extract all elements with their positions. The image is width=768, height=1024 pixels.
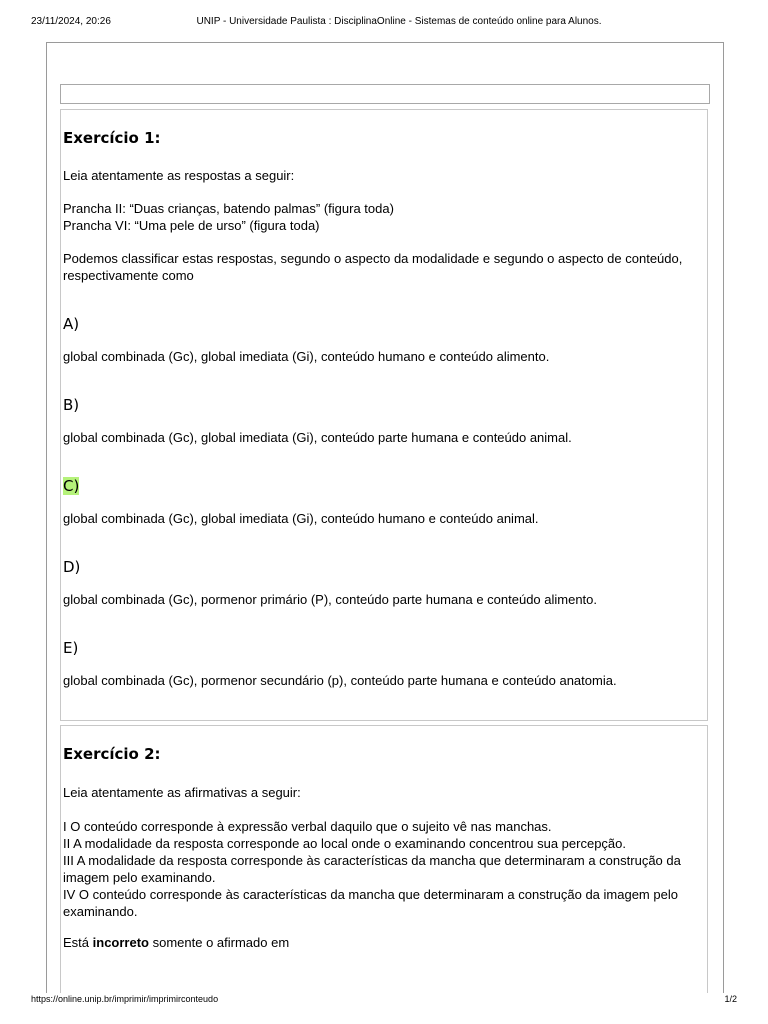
option-e-letter[interactable]: E) <box>63 639 79 657</box>
option-d-text[interactable]: global combinada (Gc), pormenor primário (P), conteúdo parte humana e conteúdo alimento. <box>63 592 598 607</box>
statement: IV O conteúdo corresponde às características da mancha que determinaram a construção da imagem pelo examinando. <box>63 887 678 919</box>
option-a-letter[interactable]: A) <box>63 315 80 333</box>
option-c-letter-correct[interactable]: C) <box>63 477 80 495</box>
exercise-2-statements <box>63 818 705 920</box>
print-url: https://online.unip.br/imprimir/imprimirconteudo <box>31 994 219 1004</box>
statement: II A modalidade da resposta corresponde ao local onde o examinando concentrou sua percepção. <box>63 836 626 851</box>
empty-box <box>60 84 710 104</box>
page-number: 1/2 <box>724 994 737 1004</box>
print-date: 23/11/2024, 20:26 <box>31 16 111 27</box>
option-b-text[interactable]: global combinada (Gc), global imediata (Gi), conteúdo parte humana e conteúdo animal. <box>63 430 572 445</box>
option-d-letter[interactable]: D) <box>63 558 81 576</box>
print-header <box>31 14 737 30</box>
exercise-2-title: Exercício 2: <box>63 745 161 763</box>
option-b-letter[interactable]: B) <box>63 396 80 414</box>
exercise-1-intro: Leia atentamente as respostas a seguir: <box>63 168 295 183</box>
print-footer <box>31 992 737 1006</box>
option-c-text[interactable]: global combinada (Gc), global imediata (Gi), conteúdo humano e conteúdo animal. <box>63 511 539 526</box>
option-e-text[interactable]: global combinada (Gc), pormenor secundário (p), conteúdo parte humana e conteúdo anatomia. <box>63 673 617 688</box>
exercise-1-card <box>60 109 708 721</box>
statement: I O conteúdo corresponde à expressão verbal daquilo que o sujeito vê nas manchas. <box>63 819 552 834</box>
statement: III A modalidade da resposta corresponde às características da mancha que determinaram a construção da imagem pelo examinando. <box>63 853 681 885</box>
print-page-title: UNIP - Universidade Paulista : DisciplinaOnline - Sistemas de conteúdo online para Alunos. <box>196 16 602 27</box>
exercise-2-question: Está incorreto somente o afirmado em <box>63 935 290 950</box>
exercise-1-line: Prancha VI: “Uma pele de urso” (figura toda) <box>63 218 320 233</box>
exercise-1-line: Prancha II: “Duas crianças, batendo palmas” (figura toda) <box>63 201 394 216</box>
exercise-2-card <box>60 725 708 993</box>
exercise-2-intro: Leia atentamente as afirmativas a seguir: <box>63 785 301 800</box>
exercise-1-title: Exercício 1: <box>63 129 161 147</box>
option-a-text[interactable]: global combinada (Gc), global imediata (Gi), conteúdo humano e conteúdo alimento. <box>63 349 550 364</box>
exercise-1-question: Podemos classificar estas respostas, segundo o aspecto da modalidade e segundo o aspecto de conteúdo, respectivamente como <box>63 251 683 283</box>
content-frame <box>46 42 724 993</box>
